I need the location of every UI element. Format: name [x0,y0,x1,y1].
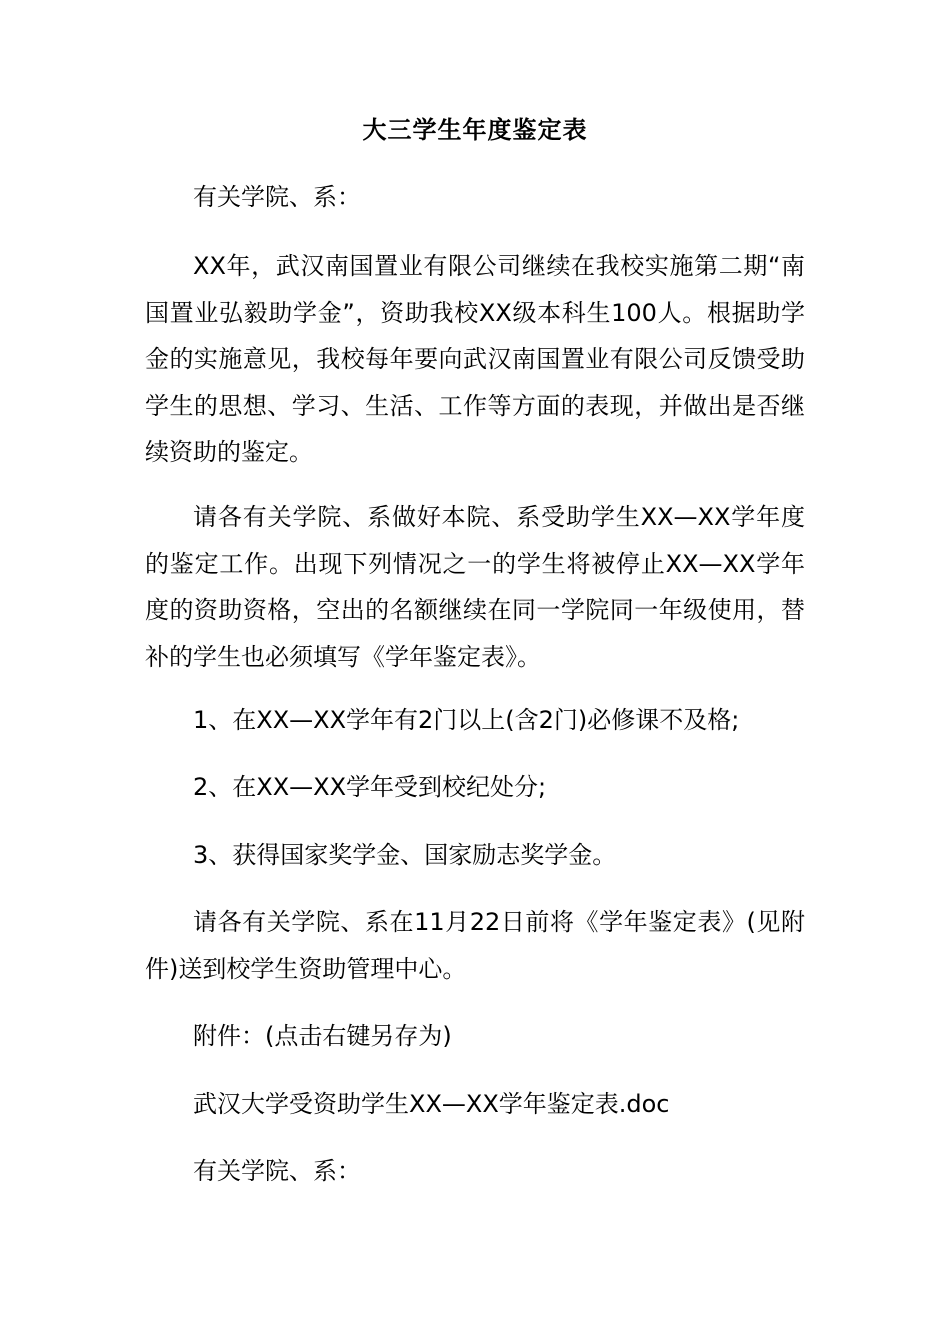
document-title: 大三学生年度鉴定表 [362,116,588,144]
salutation-repeat: 有关学院、系： [193,1157,361,1185]
attachment-filename: 武汉大学受资助学生XX—XX学年鉴定表.doc [193,1090,670,1118]
paragraph-request: 请各有关学院、系做好本院、系受助学生XX—XX学年度的鉴定工作。出现下列情况之一的学生将被停止XX—XX学年度的资助资格，空出的名额继续在同一学院同一年级使用，替补的学生也必须填写《学年鉴定表》。 [145,503,805,671]
salutation: 有关学院、系： [193,183,361,211]
condition-item-2: 2、在XX—XX学年受到校纪处分; [193,773,547,801]
paragraph-deadline: 请各有关学院、系在11月22日前将《学年鉴定表》(见附件)送到校学生资助管理中心。 [145,908,805,983]
condition-item-3: 3、获得国家奖学金、国家励志奖学金。 [193,841,617,869]
paragraph-intro: XX年，武汉南国置业有限公司继续在我校实施第二期“南国置业弘毅助学金”，资助我校XX级本科生100人。根据助学金的实施意见，我校每年要向武汉南国置业有限公司反馈受助学生的思想、学习、生活、工作等方面的表现，并做出是否继续资助的鉴定。 [145,252,805,466]
attachment-label: 附件：(点击右键另存为) [193,1022,452,1050]
condition-item-1: 1、在XX—XX学年有2门以上(含2门)必修课不及格; [193,706,740,734]
